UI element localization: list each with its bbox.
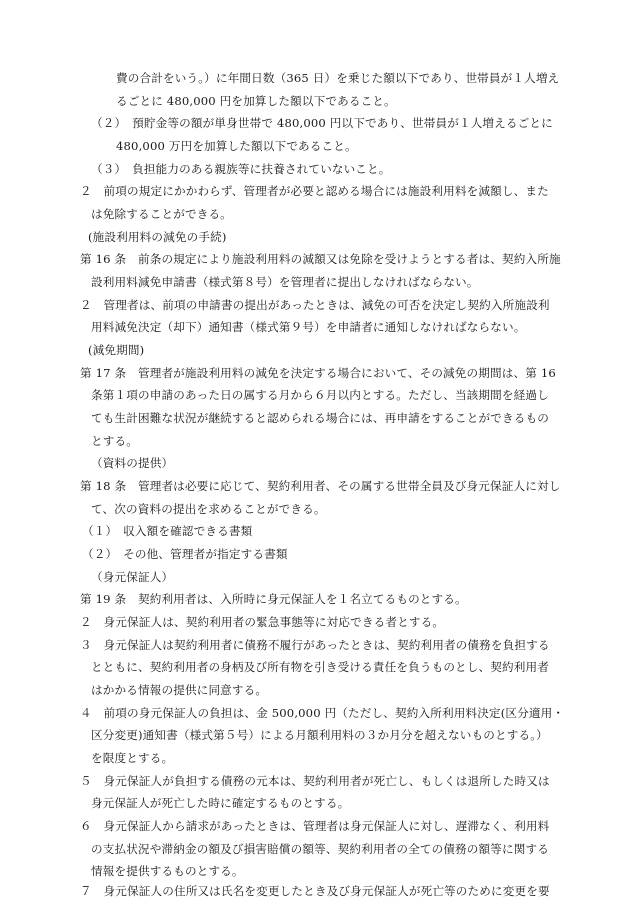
text-line: 情報を提供するものとする。 (91, 864, 244, 878)
text-line: ても生計困難な状況が継続すると認められる場合には、再申請をすることができるもの (91, 411, 550, 425)
text-line: ２ 前項の規定にかかわらず、管理者が必要と認める場合には施設利用料を減額し、また (80, 184, 549, 198)
text-line: ６ 身元保証人から請求があったときは、管理者は身元保証人に対し、遅滞なく、利用料 (80, 819, 550, 833)
article-line: 第 18 条 管理者は必要に応じて、契約利用者、その属する世帯全員及び身元保証人に対し (80, 479, 561, 493)
text-line: （３） 負担能力のある親族等に扶養されていないこと。 (91, 162, 391, 176)
article-line: 第 16 条 前条の規定により施設利用料の減額又は免除を受けようとする者は、契約入所施 (80, 252, 561, 266)
text-line: ７ 身元保証人の住所又は氏名を変更したとき及び身元保証人が死亡等のために変更を要 (80, 884, 550, 898)
article-line: 第 19 条 契約利用者は、入所時に身元保証人を１名立てるものとする。 (80, 592, 467, 606)
text-line: の支払状況や滞納金の額及び損害賠償の額等、契約利用者の全ての債務の額等に関する (91, 842, 550, 856)
section-heading: (施設利用料の減免の手続) (88, 230, 227, 244)
text-line: ４ 前項の身元保証人の負担は、金 500,000 円（ただし、契約入所利用料決定(区分適用・ (80, 706, 565, 720)
article-line: 第 17 条 管理者が施設利用料の減免を決定する場合において、その減免の期間は、第 16 (80, 366, 556, 380)
text-line: 480,000 万円を加算した額以下であること。 (116, 139, 357, 153)
text-line: はかかる情報の提供に同意する。 (91, 683, 268, 697)
text-line: （１） 収入額を確認できる書類 (82, 524, 253, 538)
text-line: て、次の資料の提出を求めることができる。 (91, 502, 326, 516)
text-line: を限度とする。 (91, 751, 174, 765)
text-line: 身元保証人が死亡した時に確定するものとする。 (91, 796, 350, 810)
section-heading: (減免期間) (88, 343, 145, 357)
text-line: 費の合計をいう。）に年間日数（365 日）を乗じた額以下であり、世帯員が１人増え (116, 71, 560, 85)
text-line: るごとに 480,000 円を加算した額以下であること。 (116, 94, 396, 108)
text-line: （２） 預貯金等の額が単身世帯で 480,000 円以下であり、世帯員が１人増えるごとに (91, 116, 553, 130)
text-line: ５ 身元保証人が負担する債務の元本は、契約利用者が死亡し、もしくは退所した時又は (80, 774, 550, 788)
text-line: 用料減免決定（却下）通知書（様式第９号）を申請者に通知しなければならない。 (91, 320, 526, 334)
text-line: ３ 身元保証人は契約利用者に債務不履行があったときは、契約利用者の債務を負担する (80, 638, 550, 652)
section-heading: （身元保証人） (91, 570, 174, 584)
text-line: 区分変更)通知書（様式第５号）による月額利用料の３か月分を超えないものとする。） (91, 728, 548, 742)
text-line: ２ 身元保証人は、契約利用者の緊急事態等に対応できる者とする。 (80, 615, 445, 629)
text-line: とする。 (91, 434, 138, 448)
text-line: 設利用料減免申請書（様式第８号）を管理者に提出しなければならない。 (91, 275, 479, 289)
text-line: とともに、契約利用者の身柄及び所有物を引き受ける責任を負うものとし、契約利用者 (91, 660, 550, 674)
text-line: （２） その他、管理者が指定する書類 (82, 547, 288, 561)
text-line: は免除することができる。 (91, 207, 232, 221)
text-line: 条第１項の申請のあった日の属する月から６月以内とする。ただし、当該期間を経過し (91, 388, 549, 402)
text-line: ２ 管理者は、前項の申請書の提出があったときは、減免の可否を決定し契約入所施設利 (80, 298, 550, 312)
section-heading: （資料の提供） (91, 456, 174, 470)
